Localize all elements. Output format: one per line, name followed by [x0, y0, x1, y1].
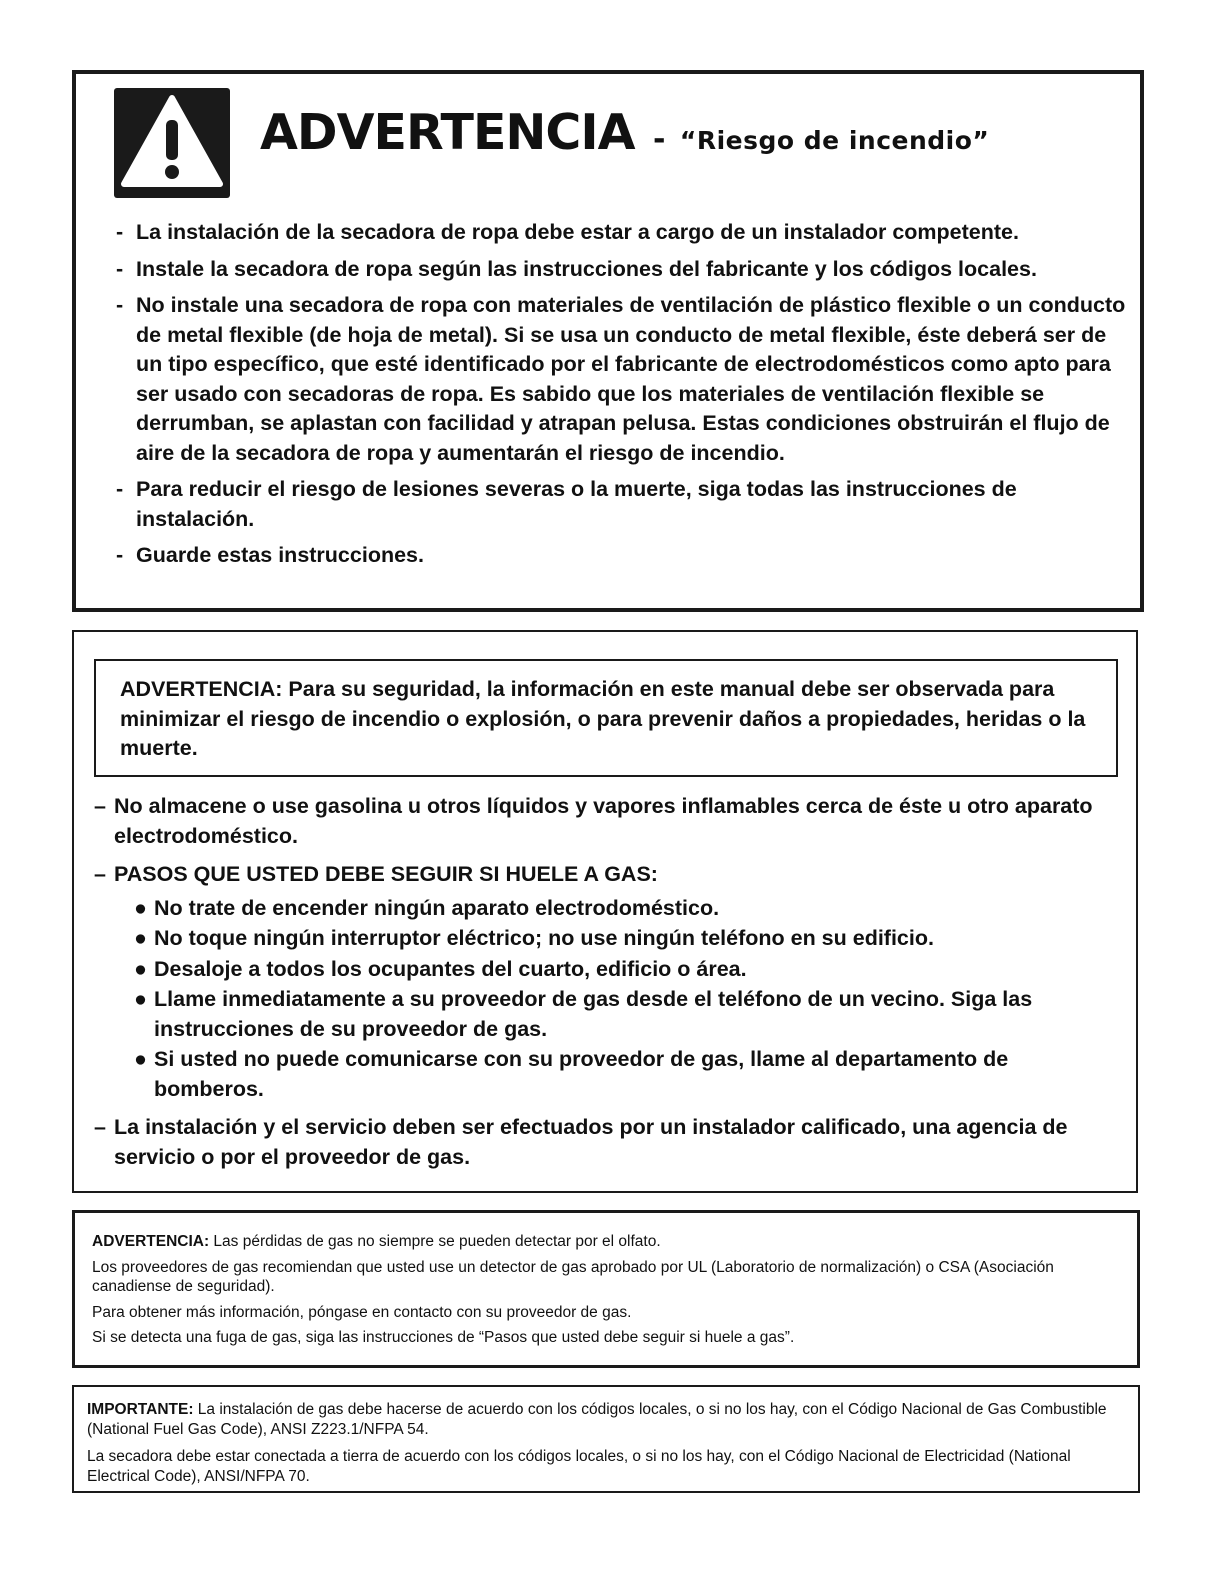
gas-steps-list	[114, 894, 1134, 1105]
dash-marker: -	[116, 543, 124, 567]
important-label: IMPORTANTE:	[87, 1401, 194, 1418]
step-text: No trate de encender ningún aparato electrodoméstico.	[154, 895, 720, 920]
dash-marker: -	[116, 220, 124, 244]
dash-marker: –	[94, 794, 106, 818]
important-line	[87, 1400, 1127, 1439]
safety-notice-text: ADVERTENCIA: Para su seguridad, la información en este manual debe ser observada para minimizar el riesgo de incendio o explosión, o para prevenir daños a propiedades, heridas o la muerte.	[120, 677, 1086, 760]
title-separator: -	[653, 122, 666, 157]
safety-notice-box	[94, 659, 1118, 777]
step-item	[134, 1045, 1094, 1104]
paragraph-text: La instalación de gas debe hacerse de acuerdo con los códigos locales, o si no los hay, con el Código Nacional de Gas Combustible (National Fuel Gas Code), ANSI Z223.1/NFPA 54.	[87, 1401, 1107, 1438]
bullet-marker: ●	[134, 956, 147, 981]
bullet-marker: ●	[134, 987, 147, 1011]
warning-header	[260, 104, 989, 161]
list-item	[116, 255, 1136, 285]
list-item-text: Guarde estas instrucciones.	[136, 543, 424, 567]
gas-detection-line: Para obtener más información, póngase en contacto con su proveedor de gas.	[92, 1303, 632, 1321]
list-item-text: Para reducir el riesgo de lesiones severas o la muerte, siga todas las instrucciones de instalación.	[136, 477, 1017, 531]
step-item	[134, 985, 1054, 1044]
dash-marker: -	[116, 477, 124, 501]
dash-marker: -	[116, 256, 124, 281]
fire-warning-list	[116, 218, 1136, 578]
gas-detection-line	[92, 1232, 1112, 1252]
step-item	[134, 924, 1134, 954]
paragraph-text: Las pérdidas de gas no siempre se pueden detectar por el olfato.	[209, 1233, 661, 1250]
list-item	[94, 792, 1134, 851]
step-text: Si usted no puede comunicarse con su proveedor de gas, llame al departamento de bomberos.	[154, 1047, 1009, 1101]
dash-marker: –	[94, 862, 106, 886]
bullet-marker: ●	[134, 926, 147, 950]
step-item	[134, 894, 1134, 924]
gas-detection-line: Los proveedores de gas recomiendan que usted use un detector de gas aprobado por UL (Laboratorio de normalización) o CSA (Asociación canadiense de seguridad).	[92, 1258, 1054, 1295]
bullet-marker: ●	[134, 895, 147, 920]
warning-title: ADVERTENCIA	[260, 104, 635, 161]
fire-warning-box	[72, 70, 1144, 612]
gas-steps-heading: PASOS QUE USTED DEBE SEGUIR SI HUELE A GAS:	[114, 862, 658, 886]
gas-detection-line: Si se detecta una fuga de gas, siga las instrucciones de “Pasos que usted debe seguir si huele a gas”.	[92, 1329, 795, 1346]
dash-marker: –	[94, 1115, 106, 1139]
list-item-text: La instalación de la secadora de ropa debe estar a cargo de un instalador competente.	[136, 220, 1019, 244]
list-item-text: Instale la secadora de ropa según las instrucciones del fabricante y los códigos locales.	[136, 256, 1037, 281]
list-item	[116, 291, 1136, 468]
gas-steps-item	[94, 860, 1134, 1104]
step-item	[134, 955, 1134, 985]
important-line: La secadora debe estar conectada a tierra de acuerdo con los códigos locales, o si no los hay, con el Código Nacional de Electricidad (National Electrical Code), ANSI/NFPA 70.	[87, 1448, 1071, 1485]
gas-warning-body	[94, 792, 1134, 1181]
warning-subtitle: “Riesgo de incendio”	[679, 126, 990, 155]
important-box	[72, 1385, 1140, 1493]
dash-marker: -	[116, 293, 124, 317]
list-item	[116, 475, 1136, 534]
bullet-marker: ●	[134, 1047, 147, 1071]
list-item	[94, 1113, 1074, 1172]
list-item	[116, 541, 1136, 571]
step-text: No toque ningún interruptor eléctrico; no use ningún teléfono en su edificio.	[154, 926, 934, 950]
list-item	[116, 218, 1136, 248]
step-text: Desaloje a todos los ocupantes del cuarto, edificio o área.	[154, 956, 747, 981]
gas-warning-box	[72, 630, 1138, 1193]
gas-detection-box	[72, 1210, 1140, 1368]
list-item-text: No almacene o use gasolina u otros líquidos y vapores inflamables cerca de éste u otro aparato electrodoméstico.	[114, 794, 1093, 848]
step-text: Llame inmediatamente a su proveedor de gas desde el teléfono de un vecino. Siga las instrucciones de su proveedor de gas.	[154, 987, 1033, 1041]
list-item-text: La instalación y el servicio deben ser efectuados por un instalador calificado, una agencia de servicio o por el proveedor de gas.	[114, 1115, 1068, 1169]
warning-label: ADVERTENCIA:	[92, 1233, 210, 1250]
warning-triangle-icon	[114, 88, 230, 198]
list-item-text: No instale una secadora de ropa con materiales de ventilación de plástico flexible o un conducto de metal flexible (de hoja de metal). Si se usa un conducto de metal flexible, éste deberá ser de un tipo específico, que esté identificado por el fabricante de electrodomésticos como apto para ser usado con secadoras de ropa. Es sabido que los materiales de ventilación flexible se derrumban, se aplastan con facilidad y atrapan pelusa. Estas condiciones obstruirán el flujo de aire de la secadora de ropa y aumentarán el riesgo de incendio.	[136, 293, 1126, 465]
